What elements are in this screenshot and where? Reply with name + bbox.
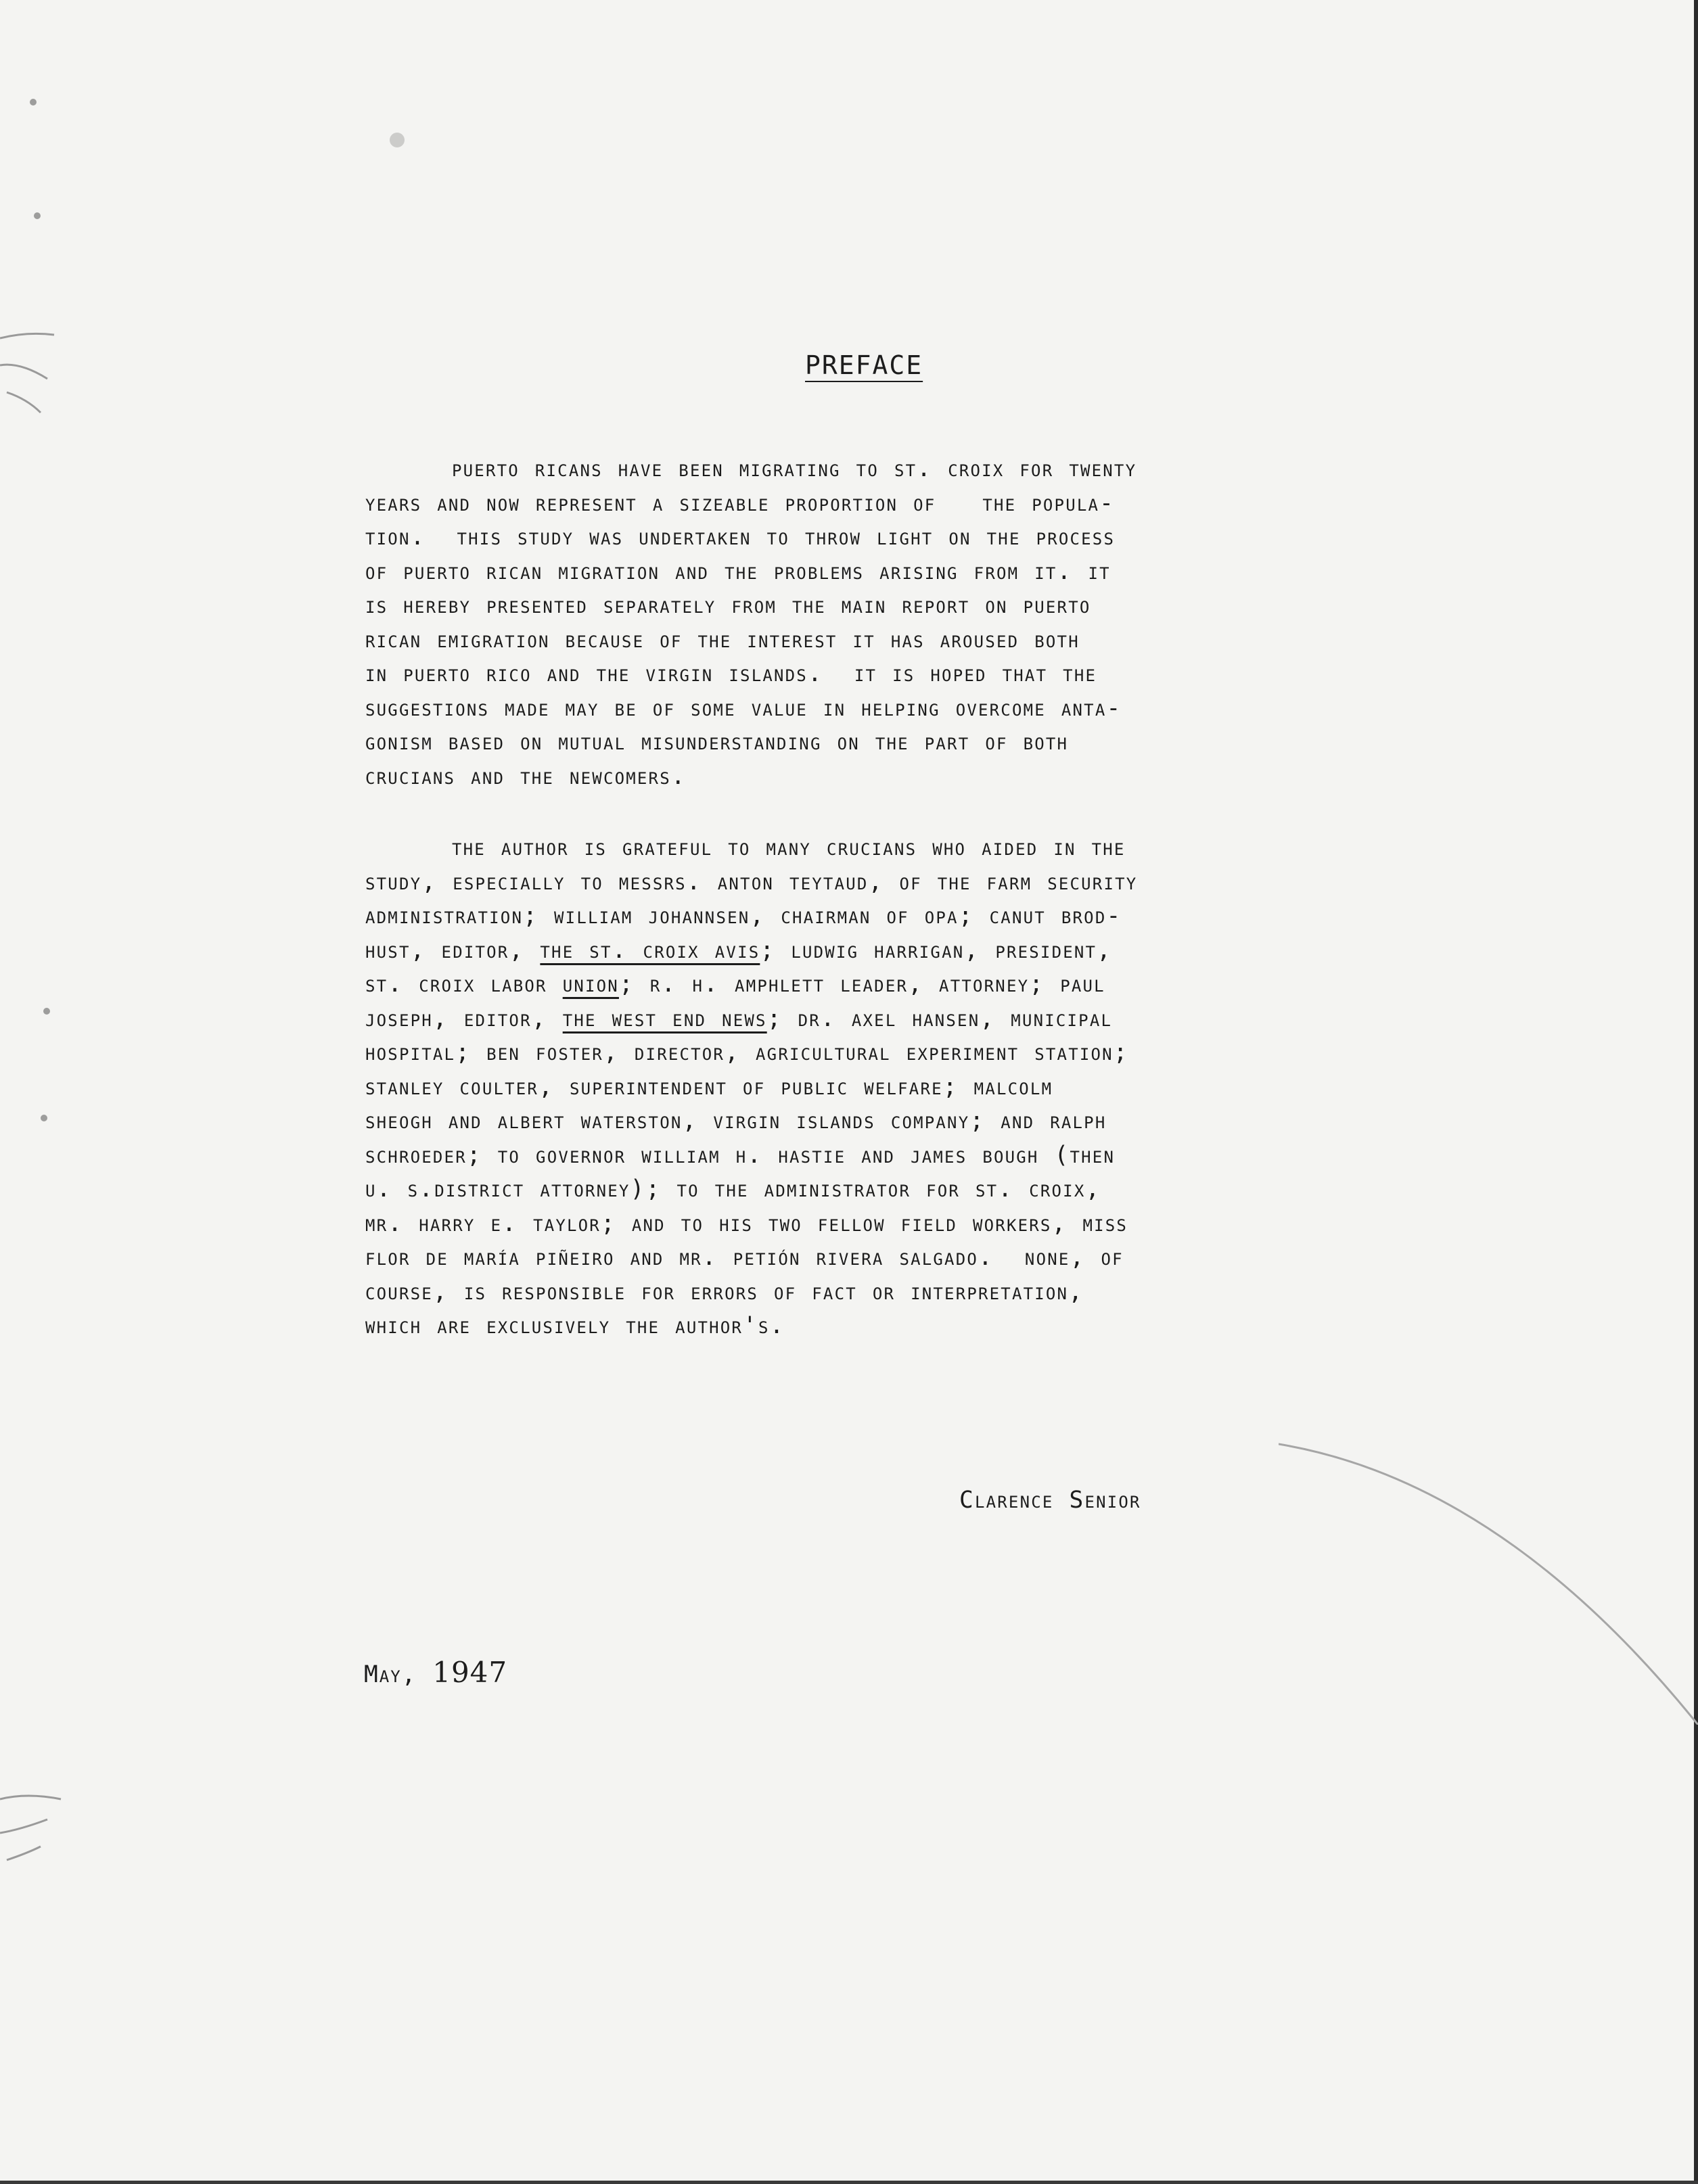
- text-line: u. s.district attorney); to the administrator for st. croix,: [365, 1176, 1101, 1203]
- binder-mark: [30, 99, 37, 106]
- torn-edge-top: [0, 325, 68, 419]
- text-line: gonism based on mutual misunderstanding on the part of both: [365, 728, 1069, 756]
- text-line: rican emigration because of the interest it has aroused both: [365, 626, 1080, 653]
- text-line: in puerto rico and the virgin islands. it is hoped that the: [365, 660, 1097, 687]
- paragraph-1: [365, 452, 1475, 793]
- text-line: sheogh and albert waterston, virgin islands company; and ralph: [365, 1107, 1107, 1134]
- author-signature: Clarence Senior: [959, 1487, 1141, 1514]
- paragraph-2: [365, 831, 1475, 1343]
- paper-fold-curve: [1279, 1441, 1698, 1725]
- newspaper-title: the west end news: [562, 1004, 767, 1032]
- binder-mark: [34, 212, 41, 219]
- torn-edge-bottom: [0, 1772, 68, 1867]
- text-run: joseph, editor,: [365, 1004, 563, 1032]
- text-line: which are exclusively the author's.: [365, 1312, 785, 1339]
- text-line: schroeder; to governor william h. hastie and james bough (then: [365, 1141, 1116, 1169]
- date-year: 1947: [432, 1656, 508, 1689]
- text-line: study, especially to messrs. anton teytaud, of the farm security: [365, 868, 1138, 896]
- text-line: [365, 1002, 1475, 1036]
- document-date: [364, 1656, 507, 1689]
- text-run: ; dr. axel hansen, municipal: [766, 1004, 1113, 1032]
- text-line: tion. this study was undertaken to throw light on the process: [365, 524, 1116, 551]
- binder-mark: [41, 1115, 47, 1121]
- text-line: [365, 933, 1475, 968]
- binder-mark: [43, 1008, 50, 1015]
- text-line: years and now represent a sizeable proportion of the popula-: [365, 489, 1116, 517]
- text-line: course, is responsible for errors of fact or interpretation,: [365, 1278, 1084, 1305]
- text-line: suggestions made may be of some value in helping overcome anta-: [365, 694, 1122, 722]
- newspaper-title: the st. croix avis: [540, 936, 760, 964]
- text-line: administration; william johannsen, chairman of opa; canut brod-: [365, 902, 1122, 929]
- text-run: ; r. h. amphlett leader, attorney; paul: [618, 971, 1105, 998]
- text-line: puerto ricans have been migrating to st. croix for twenty: [452, 455, 1137, 482]
- date-month: May,: [364, 1661, 417, 1688]
- text-line: flor de maría piñeiro and mr. petión rivera salgado. none, of: [365, 1244, 1124, 1271]
- text-line: the author is grateful to many crucians who aided in the: [452, 834, 1126, 861]
- text-run: ; ludwig harrigan, president,: [760, 936, 1113, 964]
- text-run: st. croix labor: [365, 971, 563, 998]
- text-line: hospital; ben foster, director, agricultural experiment station;: [365, 1039, 1129, 1066]
- page-title: PREFACE: [805, 350, 923, 380]
- text-line: of puerto rican migration and the problems arising from it. it: [365, 557, 1111, 585]
- binder-mark: [390, 133, 405, 147]
- text-line: is hereby presented separately from the main report on puerto: [365, 592, 1091, 619]
- text-line: stanley coulter, superintendent of public welfare; malcolm: [365, 1073, 1053, 1100]
- underlined-word: union: [562, 971, 619, 998]
- page-edge-right: [1694, 0, 1698, 2184]
- text-line: crucians and the newcomers.: [365, 762, 687, 790]
- page-edge-bottom: [0, 2181, 1698, 2184]
- text-line: mr. harry e. taylor; and to his two fellow field workers, miss: [365, 1209, 1128, 1237]
- text-line: [365, 967, 1475, 1002]
- text-run: hust, editor,: [365, 936, 541, 964]
